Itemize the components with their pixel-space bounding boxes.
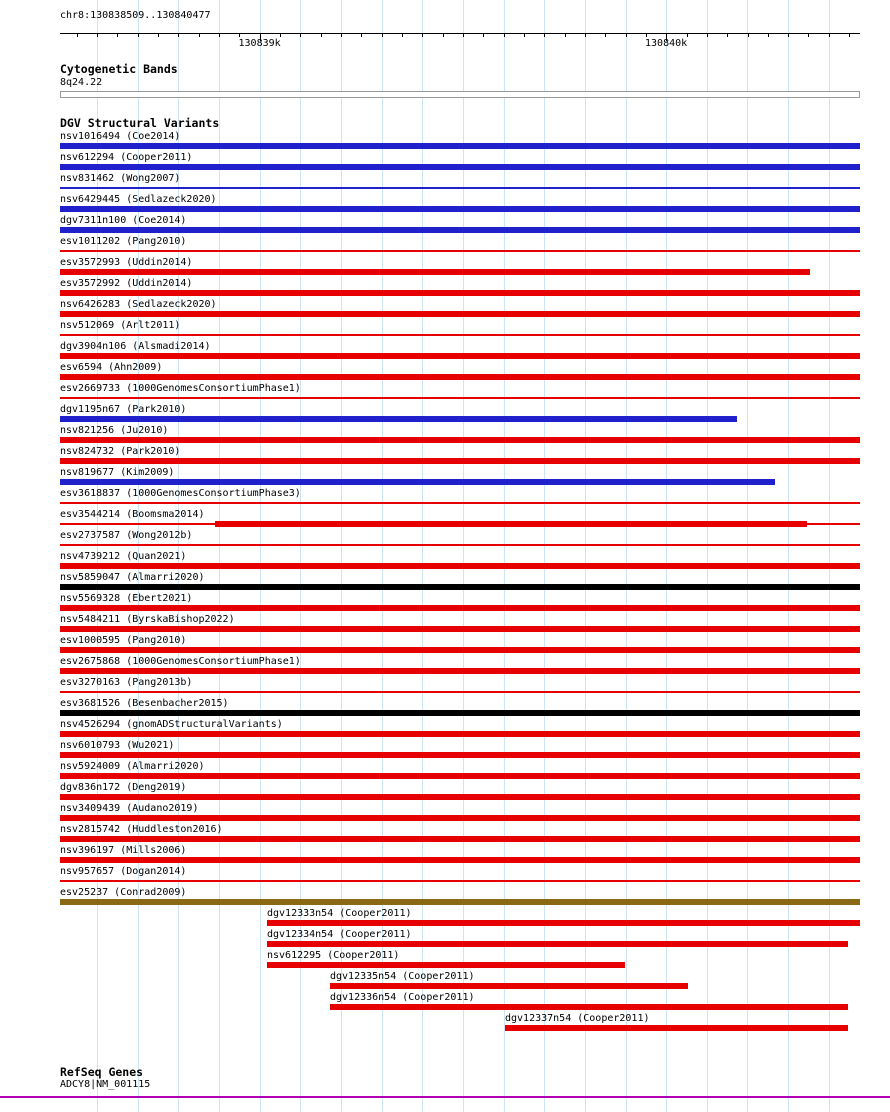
ruler-tick <box>77 33 78 37</box>
variant-bar[interactable] <box>60 794 860 800</box>
variant-bar[interactable] <box>267 962 625 968</box>
variant-label[interactable]: nsv6426283 (Sedlazeck2020) <box>60 299 217 310</box>
variant-bar[interactable] <box>60 605 860 611</box>
ruler-coordinate-label: 130839k <box>238 38 281 49</box>
variant-label[interactable]: nsv6429445 (Sedlazeck2020) <box>60 194 217 205</box>
variant-bar[interactable] <box>60 544 860 546</box>
ruler-tick <box>849 33 850 37</box>
ruler-tick <box>97 33 98 37</box>
ruler-tick <box>280 33 281 37</box>
variant-label[interactable]: nsv5484211 (ByrskaBishop2022) <box>60 614 235 625</box>
ruler-tick <box>585 33 586 37</box>
variant-bar[interactable] <box>60 710 860 716</box>
ruler-tick <box>808 33 809 37</box>
ruler-axis-line <box>60 33 860 34</box>
variant-bar[interactable] <box>60 563 860 569</box>
variant-label[interactable]: nsv2815742 (Huddleston2016) <box>60 824 223 835</box>
variant-bar[interactable] <box>60 269 810 275</box>
variant-bar[interactable] <box>330 983 688 989</box>
cytobands-section-title: Cytogenetic Bands <box>60 62 178 76</box>
ruler-tick <box>178 33 179 37</box>
variant-label[interactable]: nsv1016494 (Coe2014) <box>60 131 181 142</box>
variant-bar[interactable] <box>60 397 860 399</box>
variant-bar[interactable] <box>60 334 860 336</box>
variant-bar[interactable] <box>60 187 860 189</box>
ruler-tick <box>361 33 362 37</box>
variant-bar[interactable] <box>60 227 860 233</box>
variant-bar[interactable] <box>60 836 860 842</box>
variant-label[interactable]: nsv5924009 (Almarri2020) <box>60 761 205 772</box>
ruler-tick <box>544 33 545 37</box>
variant-label[interactable]: nsv3409439 (Audano2019) <box>60 803 199 814</box>
variant-label[interactable]: nsv4739212 (Quan2021) <box>60 551 187 562</box>
ruler-tick <box>504 33 505 37</box>
variant-bar[interactable] <box>60 857 860 863</box>
variant-label[interactable]: esv1011202 (Pang2010) <box>60 236 187 247</box>
variant-label[interactable]: nsv821256 (Ju2010) <box>60 425 169 436</box>
variant-label[interactable]: dgv12337n54 (Cooper2011) <box>505 1013 650 1024</box>
variant-label[interactable]: nsv5569328 (Ebert2021) <box>60 593 193 604</box>
variant-label[interactable]: dgv12334n54 (Cooper2011) <box>267 929 412 940</box>
variant-label[interactable]: dgv12333n54 (Cooper2011) <box>267 908 412 919</box>
variant-label[interactable]: nsv819677 (Kim2009) <box>60 467 175 478</box>
ruler-tick <box>524 33 525 37</box>
variant-bar[interactable] <box>60 479 775 485</box>
variant-bar[interactable] <box>60 647 860 653</box>
variant-label[interactable]: esv2675868 (1000GenomesConsortiumPhase1) <box>60 656 301 667</box>
ruler-tick <box>443 33 444 37</box>
gene-label[interactable]: ADCY8|NM_001115 <box>60 1079 151 1090</box>
ruler-tick <box>321 33 322 37</box>
ruler-tick <box>463 33 464 37</box>
variant-label[interactable]: esv25237 (Conrad2009) <box>60 887 187 898</box>
variant-label[interactable]: dgv12336n54 (Cooper2011) <box>330 992 475 1003</box>
variant-bar[interactable] <box>60 752 860 758</box>
variant-label[interactable]: nsv824732 (Park2010) <box>60 446 181 457</box>
ruler-tick <box>646 33 647 37</box>
ruler-tick <box>748 33 749 37</box>
variant-bar[interactable] <box>215 521 807 527</box>
ruler-tick <box>565 33 566 37</box>
ruler-tick <box>199 33 200 37</box>
variant-label[interactable]: esv3544214 (Boomsma2014) <box>60 509 205 520</box>
dgv-section-title: DGV Structural Variants <box>60 116 220 130</box>
variant-label[interactable]: esv2669733 (1000GenomesConsortiumPhase1) <box>60 383 301 394</box>
variant-label[interactable]: esv1000595 (Pang2010) <box>60 635 187 646</box>
ruler-tick <box>382 33 383 37</box>
variant-label[interactable]: nsv512069 (Arlt2011) <box>60 320 181 331</box>
variant-label[interactable]: dgv1195n67 (Park2010) <box>60 404 187 415</box>
ruler-tick <box>422 33 423 37</box>
variant-label[interactable]: dgv836n172 (Deng2019) <box>60 782 187 793</box>
variant-bar[interactable] <box>60 311 860 317</box>
ruler-tick <box>788 33 789 37</box>
variant-bar[interactable] <box>60 416 737 422</box>
ruler-tick <box>219 33 220 37</box>
ruler-tick <box>483 33 484 37</box>
ruler-tick <box>117 33 118 37</box>
ruler-tick <box>605 33 606 37</box>
ruler-tick <box>239 33 240 37</box>
variant-label[interactable]: nsv396197 (Mills2006) <box>60 845 187 856</box>
ruler-tick <box>300 33 301 37</box>
variant-label[interactable]: esv3572992 (Uddin2014) <box>60 278 193 289</box>
variant-label[interactable]: esv6594 (Ahn2009) <box>60 362 163 373</box>
ruler-tick <box>768 33 769 37</box>
variant-bar[interactable] <box>60 668 860 674</box>
variant-bar[interactable] <box>60 437 860 443</box>
ruler-tick <box>158 33 159 37</box>
variant-bar[interactable] <box>267 920 860 926</box>
variant-bar[interactable] <box>60 353 860 359</box>
variant-label[interactable]: nsv831462 (Wong2007) <box>60 173 181 184</box>
ruler-coordinate-label: 130840k <box>645 38 688 49</box>
variant-bar[interactable] <box>60 502 860 504</box>
variant-label[interactable]: dgv12335n54 (Cooper2011) <box>330 971 475 982</box>
variant-label[interactable]: esv3681526 (Besenbacher2015) <box>60 698 229 709</box>
variant-bar[interactable] <box>267 941 848 947</box>
variant-label[interactable]: dgv3904n106 (Alsmadi2014) <box>60 341 211 352</box>
variant-bar[interactable] <box>60 164 860 170</box>
variant-bar[interactable] <box>505 1025 848 1031</box>
variant-bar[interactable] <box>60 773 860 779</box>
variant-label[interactable]: nsv5859047 (Almarri2020) <box>60 572 205 583</box>
variant-bar[interactable] <box>60 290 860 296</box>
variant-label[interactable]: esv3270163 (Pang2013b) <box>60 677 193 688</box>
variant-bar[interactable] <box>60 584 860 590</box>
variant-bar[interactable] <box>60 691 860 693</box>
variant-bar[interactable] <box>60 458 860 464</box>
ruler-tick <box>341 33 342 37</box>
variant-bar[interactable] <box>60 899 860 905</box>
variant-bar[interactable] <box>60 731 860 737</box>
variant-bar[interactable] <box>60 626 860 632</box>
variant-bar[interactable] <box>330 1004 848 1010</box>
ruler-tick <box>707 33 708 37</box>
variant-bar[interactable] <box>60 206 860 212</box>
refseq-section-title: RefSeq Genes <box>60 1065 144 1079</box>
variant-label[interactable]: nsv957657 (Dogan2014) <box>60 866 187 877</box>
gene-model-line[interactable] <box>0 1096 890 1098</box>
variant-label[interactable]: esv3572993 (Uddin2014) <box>60 257 193 268</box>
ruler-tick <box>727 33 728 37</box>
cytoband-label[interactable]: 8q24.22 <box>60 77 103 88</box>
region-coordinates: chr8:130838509..130840477 <box>60 10 211 21</box>
variant-label[interactable]: nsv612295 (Cooper2011) <box>267 950 400 961</box>
variant-label[interactable]: esv3618837 (1000GenomesConsortiumPhase3) <box>60 488 301 499</box>
ruler-tick <box>402 33 403 37</box>
cytoband-box[interactable] <box>60 91 860 98</box>
variant-label[interactable]: nsv6010793 (Wu2021) <box>60 740 175 751</box>
ruler-tick <box>829 33 830 37</box>
ruler-tick <box>687 33 688 37</box>
variant-bar[interactable] <box>60 250 860 252</box>
variant-bar[interactable] <box>60 880 860 882</box>
variant-label[interactable]: nsv612294 (Cooper2011) <box>60 152 193 163</box>
variant-label[interactable]: esv2737587 (Wong2012b) <box>60 530 193 541</box>
variant-bar[interactable] <box>60 374 860 380</box>
ruler-tick <box>626 33 627 37</box>
variant-bar[interactable] <box>60 143 860 149</box>
variant-label[interactable]: dgv7311n100 (Coe2014) <box>60 215 187 226</box>
ruler-tick <box>138 33 139 37</box>
variant-bar[interactable] <box>60 815 860 821</box>
variant-label[interactable]: nsv4526294 (gnomADStructuralVariants) <box>60 719 283 730</box>
